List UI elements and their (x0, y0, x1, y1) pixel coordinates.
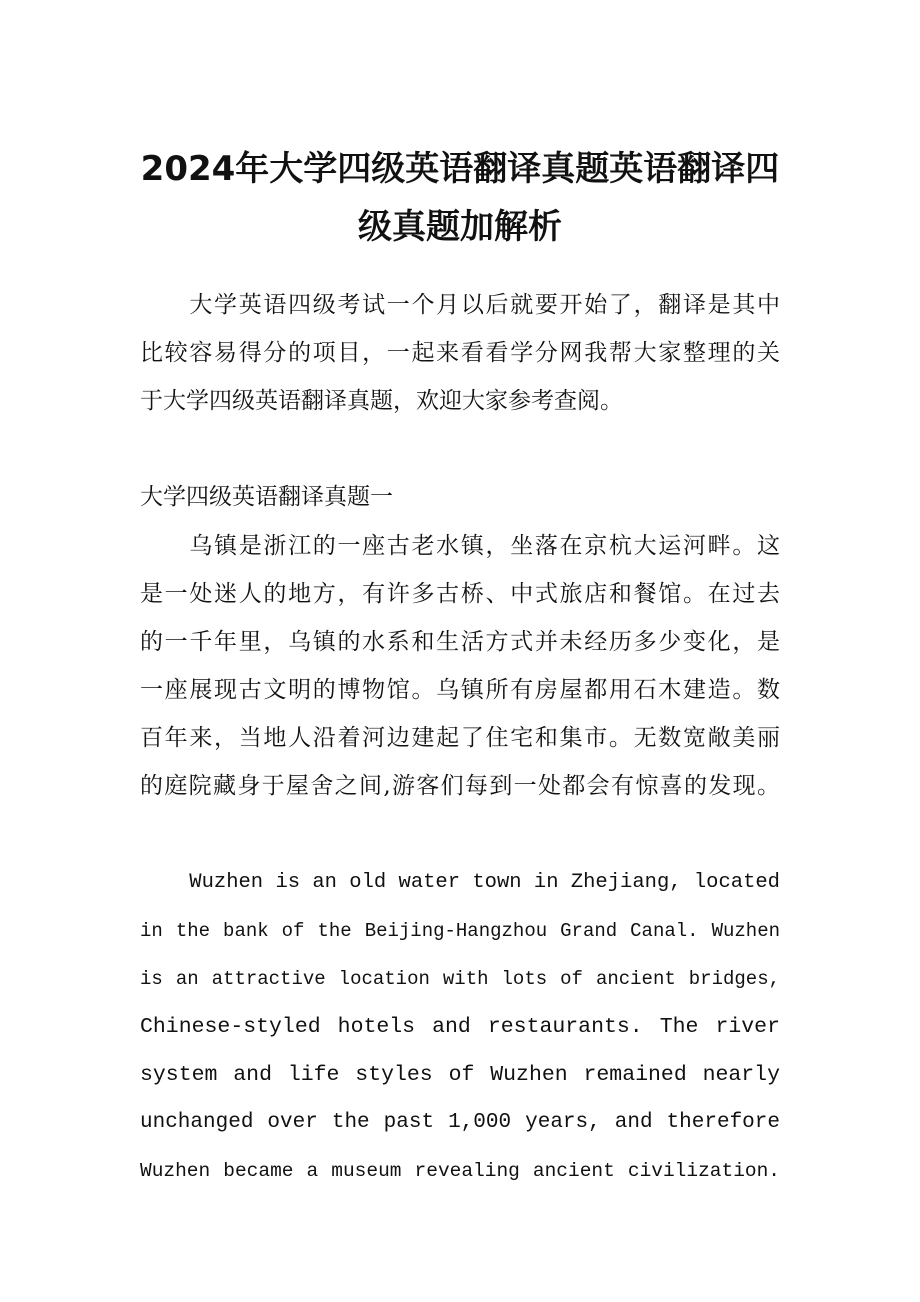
english-passage-line-2: in the bank of the Beijing-Hangzhou Grand Canal. Wuzhen (140, 920, 780, 942)
chinese-passage-line-6: 的庭院藏身于屋舍之间,游客们每到一处都会有惊喜的发现。 (140, 773, 780, 799)
chinese-passage-line-5: 百年来，当地人沿着河边建起了住宅和集市。无数宽敞美丽 (140, 725, 780, 751)
english-passage-line-3: is an attractive location with lots of ancient bridges, (140, 968, 780, 990)
intro-line-2: 比较容易得分的项目，一起来看看学分网我帮大家整理的关 (140, 340, 780, 366)
english-passage-line-5: system and life styles of Wuzhen remained nearly (140, 1063, 780, 1087)
chinese-passage-line-2: 是一处迷人的地方，有许多古桥、中式旅店和餐馆。在过去 (140, 581, 780, 607)
page-title-line-1: 2024年大学四级英语翻译真题英语翻译四 (140, 149, 780, 189)
chinese-passage-line-3: 的一千年里，乌镇的水系和生活方式并未经历多少变化，是 (140, 629, 780, 655)
english-passage-line-7: Wuzhen became a museum revealing ancient civilization. (140, 1160, 780, 1182)
chinese-passage-line-1: 乌镇是浙江的一座古老水镇，坐落在京杭大运河畔。这 (140, 533, 780, 559)
english-passage-line-1: Wuzhen is an old water town in Zhejiang, located (140, 871, 780, 894)
page-title-line-2: 级真题加解析 (358, 207, 562, 247)
section-heading: 大学四级英语翻译真题一 (140, 484, 393, 510)
intro-line-3: 于大学四级英语翻译真题，欢迎大家参考查阅。 (140, 388, 623, 414)
intro-line-1: 大学英语四级考试一个月以后就要开始了，翻译是其中 (140, 292, 780, 318)
english-passage-line-6: unchanged over the past 1,000 years, and therefore (140, 1111, 780, 1134)
chinese-passage-line-4: 一座展现古文明的博物馆。乌镇所有房屋都用石木建造。数 (140, 677, 780, 703)
english-passage-line-4: Chinese-styled hotels and restaurants. The river (140, 1015, 780, 1039)
